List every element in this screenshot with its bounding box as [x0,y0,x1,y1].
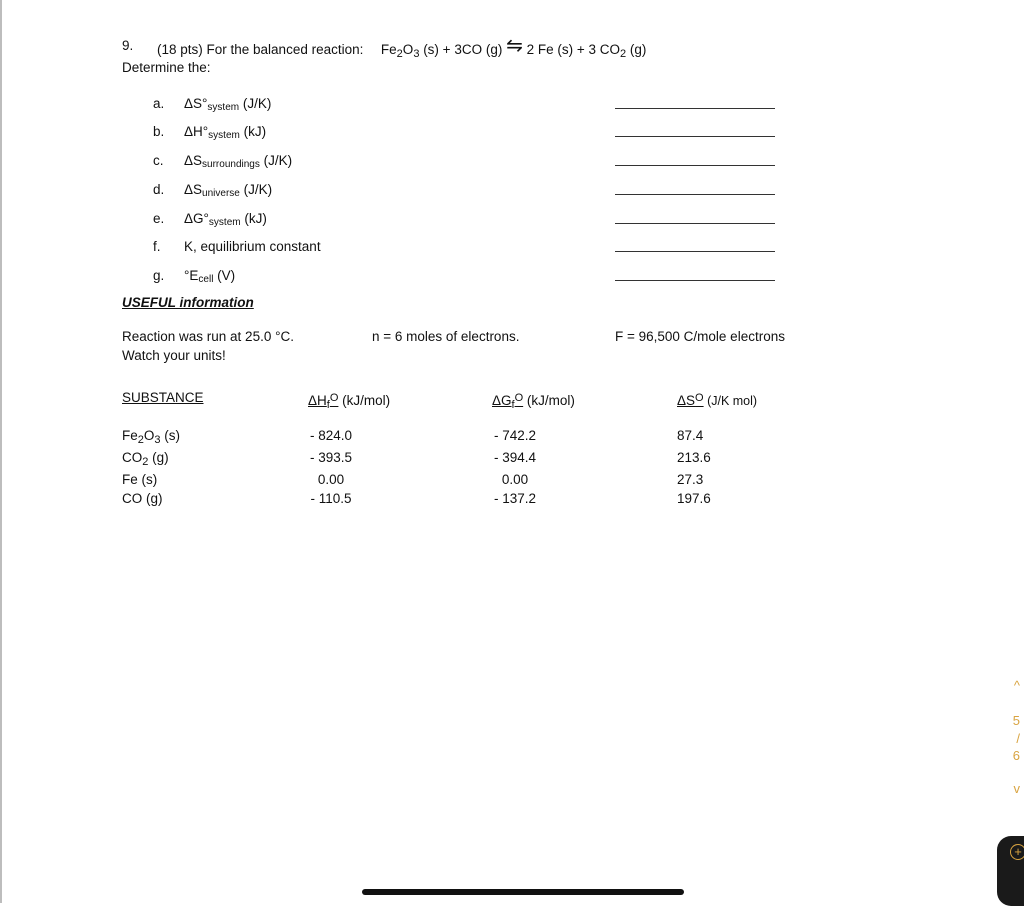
part-letter: c. [153,153,164,168]
gibbs-cell: - 137.2 [493,491,537,506]
page-separator: / [1016,731,1020,746]
question-number: 9. [122,38,134,53]
equilibrium-arrow-icon: ⇋ [506,35,523,57]
useful-heading: USEFUL information [122,295,254,310]
determine-label: Determine the: [122,60,211,75]
gibbs-cell: 0.00 [501,472,529,487]
entropy-cell: 27.3 [677,472,704,487]
entropy-cell: 87.4 [677,428,704,443]
scroll-up-icon[interactable]: ^ [1013,678,1020,693]
answer-line [615,194,775,195]
part-letter: d. [153,182,165,197]
substance-cell: $Fe_2O_3$ (s) [122,428,181,446]
add-plus-icon[interactable]: + [1010,844,1024,860]
substance-cell: Fe (s) [122,472,158,487]
faraday-note: F = 96,500 C/mole electrons [615,329,785,344]
temperature-note: Reaction was run at 25.0 °C. [122,329,294,344]
enthalpy-cell: 0.00 [317,472,345,487]
answer-line [615,251,775,252]
answer-line [615,108,775,109]
page-edge [0,0,2,903]
part-letter: b. [153,124,165,139]
question-points: (18 pts) For the balanced reaction: [157,42,364,57]
enthalpy-cell: - 824.0 [309,428,353,443]
entropy-header: $\Delta S^O$ (J/K mol) [677,392,758,408]
electrons-note: n = 6 moles of electrons. [372,329,520,344]
substance-cell: $CO_2$ (g) [122,450,169,468]
units-note: Watch your units! [122,348,226,363]
part-letter: f. [153,239,161,254]
answer-line [615,223,775,224]
page-total: 6 [1012,748,1020,763]
answer-line [615,165,775,166]
part-letter: e. [153,211,165,226]
enthalpy-cell: - 393.5 [309,450,353,465]
part-label: $\Delta H^\circ_{system}$ (kJ) [184,124,267,141]
substance-cell: CO (g) [122,491,163,506]
part-letter: g. [153,268,165,283]
part-label: $\Delta S_{universe}$ (J/K) [184,182,273,199]
scroll-down-icon[interactable]: v [1013,781,1020,796]
entropy-cell: 213.6 [677,450,711,465]
question-line [157,35,647,62]
reactant-formula: $Fe_2O_3$ (s) + 3CO (g) [380,42,503,60]
part-letter: a. [153,96,165,111]
part-label: $^\circ E_{cell}$ (V) [184,268,236,285]
page-current: 5 [1012,713,1020,728]
part-label: $\Delta S^\circ_{system}$ (J/K) [184,96,272,113]
gibbs-cell: - 394.4 [493,450,537,465]
gibbs-header: $\Delta G_f^O$ (kJ/mol) [492,392,575,411]
home-indicator-bar[interactable] [362,889,684,895]
answer-line [615,280,775,281]
substance-header: SUBSTANCE [122,390,204,405]
enthalpy-cell: - 110.5 [310,491,352,506]
part-label: $\Delta S_{surroundings}$ (J/K) [184,153,293,170]
part-label: $\Delta G^\circ_{system}$ (kJ) [184,211,267,228]
entropy-cell: 197.6 [677,491,711,506]
gibbs-cell: - 742.2 [493,428,537,443]
product-formula: 2 Fe (s) + 3 $CO_2$ (g) [526,42,647,60]
part-label: K, equilibrium constant [184,239,321,254]
answer-line [615,136,775,137]
enthalpy-header: $\Delta H_f^O$ (kJ/mol) [308,392,391,411]
